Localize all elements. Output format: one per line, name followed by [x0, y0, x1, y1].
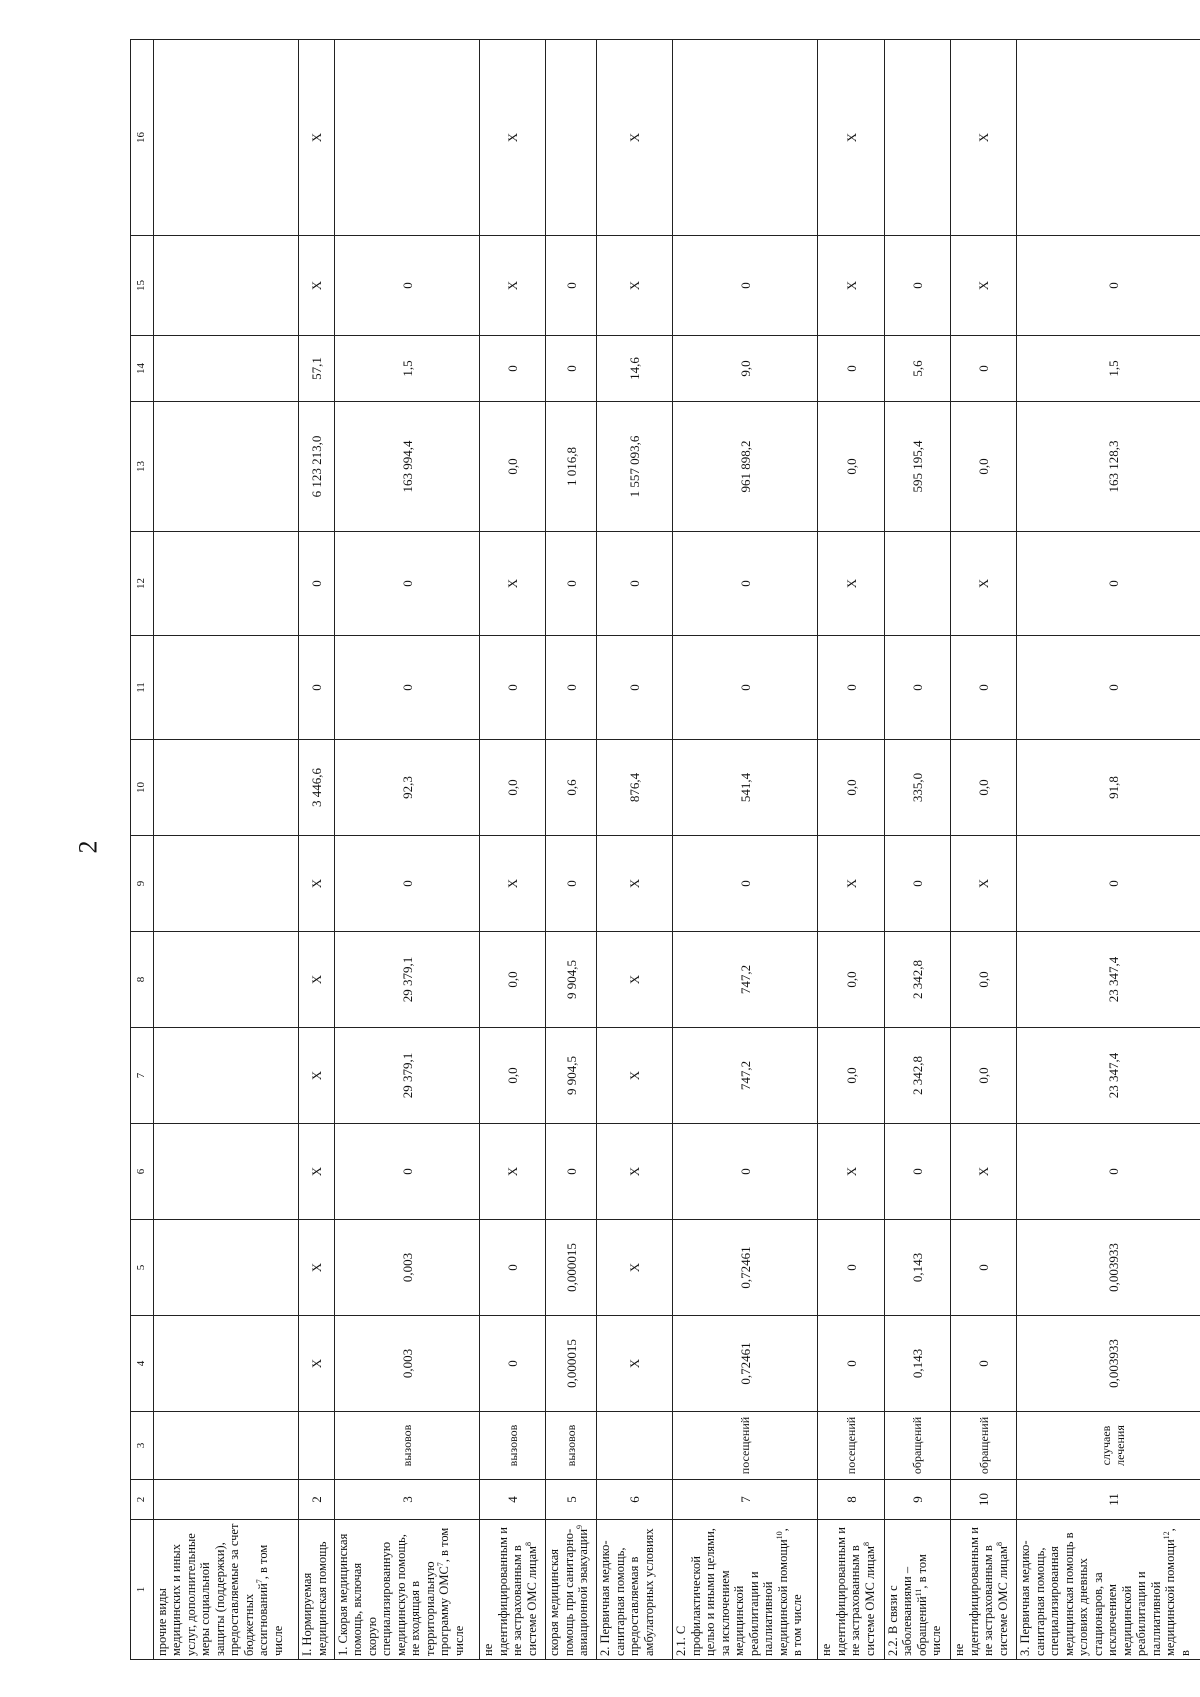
value-cell: X [951, 236, 1017, 336]
row-name [546, 1520, 597, 1660]
value-cell: X [299, 40, 335, 236]
value-cell: 1 016,8 [546, 402, 597, 532]
footnote-ref: 9 [575, 1524, 585, 1529]
value-cell: 3 446,6 [299, 740, 335, 836]
row-number: 10 [951, 1480, 1017, 1520]
value-cell: X [299, 932, 335, 1028]
value-cell: 9 904,5 [546, 932, 597, 1028]
column-number: 9 [131, 836, 154, 932]
row-name-tail: , в том числе [914, 1554, 944, 1656]
row-number: 7 [673, 1480, 818, 1520]
value-cell: 0,0 [951, 402, 1017, 532]
value-cell: 0 [334, 236, 479, 336]
column-number: 6 [131, 1124, 154, 1220]
value-cell: 0,003933 [1017, 1316, 1200, 1412]
value-cell [153, 532, 298, 636]
table-row [1017, 40, 1200, 1660]
unit-cell: вызовов [480, 1412, 546, 1480]
row-name-text: 2.1. С профилактической целью и иными целями, за исключением медицинской реабилитации и паллиативной медицинской помощи [674, 1528, 790, 1656]
value-cell: 0,0 [818, 1028, 884, 1124]
row-name-text: 1. Скорая медицинская помощь, включая скорую специализированную медицинскую помощь, не входящая в территориальную программу ОМС [335, 1533, 452, 1656]
column-number: 7 [131, 1028, 154, 1124]
column-number: 4 [131, 1316, 154, 1412]
value-cell: 0 [334, 836, 479, 932]
value-cell: 92,3 [334, 740, 479, 836]
value-cell [153, 40, 298, 236]
column-number: 11 [131, 636, 154, 740]
unit-cell: обращений [951, 1412, 1017, 1480]
value-cell: 2 342,8 [884, 932, 950, 1028]
value-cell: 595 195,4 [884, 402, 950, 532]
value-cell: 0 [951, 1316, 1017, 1412]
value-cell: 23 347,4 [1017, 932, 1200, 1028]
value-cell [1017, 40, 1200, 236]
column-number: 12 [131, 532, 154, 636]
value-cell: X [597, 236, 673, 336]
value-cell: 0,0 [951, 740, 1017, 836]
value-cell: 0,0 [818, 932, 884, 1028]
value-cell: 0 [597, 532, 673, 636]
value-cell: 163 994,4 [334, 402, 479, 532]
value-cell: 0,0 [951, 932, 1017, 1028]
value-cell: 0,6 [546, 740, 597, 836]
row-number: 4 [480, 1480, 546, 1520]
value-cell [153, 236, 298, 336]
unit-cell [299, 1412, 335, 1480]
value-cell: X [480, 836, 546, 932]
value-cell: 23 347,4 [1017, 1028, 1200, 1124]
rotated-table-wrapper [130, 40, 1200, 1660]
value-cell: 0 [299, 636, 335, 740]
footnote-ref: 8 [523, 1541, 533, 1546]
value-cell: 0,0 [818, 402, 884, 532]
row-name-text: не идентифицированным и не застрахованным в системе ОМС лицам [481, 1527, 539, 1656]
value-cell: 0,0 [480, 1028, 546, 1124]
value-cell: 0 [884, 836, 950, 932]
table-row [334, 40, 479, 1660]
value-cell [153, 1316, 298, 1412]
value-cell: 0 [546, 336, 597, 402]
value-cell: 0 [1017, 532, 1200, 636]
value-cell [334, 40, 479, 236]
footnote-ref: 12 [1162, 1531, 1172, 1540]
value-cell: 0 [673, 236, 818, 336]
value-cell: X [818, 40, 884, 236]
column-number: 15 [131, 236, 154, 336]
value-cell: 14,6 [597, 336, 673, 402]
table-row [673, 40, 818, 1660]
value-cell [884, 532, 950, 636]
table-row [597, 40, 673, 1660]
value-cell [673, 40, 818, 236]
value-cell: 961 898,2 [673, 402, 818, 532]
value-cell: 0 [673, 1124, 818, 1220]
value-cell: 0,003 [334, 1220, 479, 1316]
value-cell: X [597, 1124, 673, 1220]
value-cell: 0,0 [818, 740, 884, 836]
row-name-text: 2. Первичная медико-санитарная помощь, предоставляемая в амбулаторных условиях [598, 1528, 656, 1656]
row-number: 11 [1017, 1480, 1200, 1520]
value-cell: 0 [299, 532, 335, 636]
unit-cell: вызовов [334, 1412, 479, 1480]
value-cell: 0,000015 [546, 1316, 597, 1412]
table-row [818, 40, 884, 1660]
financing-table [130, 39, 1200, 1660]
value-cell: X [480, 40, 546, 236]
value-cell [884, 40, 950, 236]
value-cell: 0 [546, 532, 597, 636]
value-cell: 0 [334, 532, 479, 636]
row-name-text: прочие виды медицинских и иных услуг, дополнительные меры социальной защиты (поддержки), предоставляемые за счет бюджетных ассигнований [154, 1523, 271, 1656]
value-cell: X [818, 1124, 884, 1220]
table-row [546, 40, 597, 1660]
value-cell: 0 [673, 532, 818, 636]
value-cell: 0 [884, 1124, 950, 1220]
value-cell [153, 402, 298, 532]
value-cell: X [480, 236, 546, 336]
value-cell: 0 [951, 336, 1017, 402]
column-number: 14 [131, 336, 154, 402]
value-cell: 0 [1017, 1124, 1200, 1220]
value-cell: X [597, 836, 673, 932]
value-cell: 0,0 [480, 740, 546, 836]
value-cell: 0 [334, 1124, 479, 1220]
column-number: 13 [131, 402, 154, 532]
table-row [951, 40, 1017, 1660]
value-cell: 0 [818, 1220, 884, 1316]
value-cell: X [597, 1220, 673, 1316]
table-row [299, 40, 335, 1660]
row-number: 5 [546, 1480, 597, 1520]
row-name [884, 1520, 950, 1660]
value-cell: 0 [818, 636, 884, 740]
value-cell: 0 [951, 1220, 1017, 1316]
value-cell: 9,0 [673, 336, 818, 402]
value-cell: 0 [546, 636, 597, 740]
value-cell: 0 [597, 636, 673, 740]
value-cell: X [818, 836, 884, 932]
value-cell: X [597, 40, 673, 236]
value-cell: 0,0 [480, 402, 546, 532]
row-name [673, 1520, 818, 1660]
column-number: 10 [131, 740, 154, 836]
value-cell: 0 [480, 1316, 546, 1412]
value-cell: 1,5 [1017, 336, 1200, 402]
value-cell: X [951, 836, 1017, 932]
value-cell: 876,4 [597, 740, 673, 836]
row-name-tail: , в том числе [775, 1528, 805, 1656]
value-cell [153, 1220, 298, 1316]
row-name [597, 1520, 673, 1660]
row-name-text: 2.2. В связи с заболеваниями – обращений [885, 1566, 929, 1656]
value-cell [153, 636, 298, 740]
value-cell: X [299, 1028, 335, 1124]
column-number: 1 [131, 1520, 154, 1660]
value-cell: 1 557 093,6 [597, 402, 673, 532]
value-cell [153, 1028, 298, 1124]
row-name-tail: , в том числе [437, 1527, 466, 1656]
value-cell: 0 [1017, 836, 1200, 932]
row-name [480, 1520, 546, 1660]
value-cell: X [299, 1220, 335, 1316]
value-cell: 0,143 [884, 1316, 950, 1412]
row-name [153, 1520, 298, 1660]
footnote-ref: 8 [861, 1541, 871, 1546]
column-number: 3 [131, 1412, 154, 1480]
value-cell: X [597, 1316, 673, 1412]
footnote-ref: 7 [436, 1562, 446, 1567]
value-cell: 29 379,1 [334, 932, 479, 1028]
table-row [153, 40, 298, 1660]
value-cell: X [480, 532, 546, 636]
row-name-text: I. Нормируемая медицинская помощь [300, 1541, 329, 1656]
value-cell: 0 [1017, 236, 1200, 336]
value-cell: 91,8 [1017, 740, 1200, 836]
row-name-text: скорая медицинская помощь при санитарно-авиационной эвакуации [547, 1528, 591, 1656]
row-number: 3 [334, 1480, 479, 1520]
value-cell: 0 [480, 1220, 546, 1316]
column-number: 16 [131, 40, 154, 236]
value-cell: X [951, 532, 1017, 636]
value-cell: 0 [546, 836, 597, 932]
column-number: 8 [131, 932, 154, 1028]
value-cell: 2 342,8 [884, 1028, 950, 1124]
unit-cell: обращений [884, 1412, 950, 1480]
value-cell: 5,6 [884, 336, 950, 402]
value-cell: 0,0 [480, 932, 546, 1028]
value-cell: X [299, 1124, 335, 1220]
column-number-row [131, 40, 154, 1660]
value-cell [153, 1124, 298, 1220]
value-cell: 747,2 [673, 1028, 818, 1124]
value-cell: 29 379,1 [334, 1028, 479, 1124]
value-cell: X [951, 40, 1017, 236]
footnote-ref: 10 [774, 1531, 784, 1540]
value-cell: X [299, 236, 335, 336]
unit-cell [597, 1412, 673, 1480]
row-name [1017, 1520, 1200, 1660]
value-cell [153, 932, 298, 1028]
row-number: 8 [818, 1480, 884, 1520]
unit-cell: посещений [673, 1412, 818, 1480]
value-cell: X [480, 1124, 546, 1220]
value-cell: X [951, 1124, 1017, 1220]
value-cell: 0 [480, 636, 546, 740]
value-cell: 1,5 [334, 336, 479, 402]
page-number: 2 [73, 840, 103, 854]
value-cell [153, 740, 298, 836]
column-number: 2 [131, 1480, 154, 1520]
value-cell [153, 836, 298, 932]
row-number [153, 1480, 298, 1520]
value-cell: 0 [546, 1124, 597, 1220]
value-cell: 0,003 [334, 1316, 479, 1412]
value-cell: 0 [1017, 636, 1200, 740]
value-cell: 9 904,5 [546, 1028, 597, 1124]
value-cell: 6 123 213,0 [299, 402, 335, 532]
value-cell: 0,72461 [673, 1316, 818, 1412]
value-cell: 541,4 [673, 740, 818, 836]
value-cell: X [818, 532, 884, 636]
value-cell: X [597, 1028, 673, 1124]
value-cell: 0,143 [884, 1220, 950, 1316]
row-name-tail: , в том числе [256, 1544, 285, 1656]
value-cell: 0 [884, 636, 950, 740]
column-number: 5 [131, 1220, 154, 1316]
value-cell: X [299, 836, 335, 932]
row-name-text: не идентифицированным и не застрахованным в системе ОМС лицам [819, 1527, 877, 1656]
unit-cell: случаев лечения [1017, 1412, 1200, 1480]
value-cell: 0 [884, 236, 950, 336]
row-name [951, 1520, 1017, 1660]
table-row [480, 40, 546, 1660]
value-cell: 0,72461 [673, 1220, 818, 1316]
value-cell: 0 [818, 336, 884, 402]
value-cell: 0,000015 [546, 1220, 597, 1316]
value-cell: 0 [480, 336, 546, 402]
value-cell: X [299, 1316, 335, 1412]
footnote-ref: 8 [994, 1541, 1004, 1546]
value-cell: 0 [673, 636, 818, 740]
row-name [818, 1520, 884, 1660]
unit-cell: вызовов [546, 1412, 597, 1480]
value-cell: 0 [546, 236, 597, 336]
row-name-text: не идентифицированным и не застрахованным в системе ОМС лицам [952, 1527, 1010, 1656]
value-cell [546, 40, 597, 236]
value-cell: 0,0 [951, 1028, 1017, 1124]
value-cell: 335,0 [884, 740, 950, 836]
row-name-text: 3. Первичная медико-санитарная помощь, специализированная медицинская помощь в условиях дневных стационаров, за исключением медицинской реабилитации и паллиативной медицинской помощи [1018, 1532, 1178, 1656]
value-cell: 0 [818, 1316, 884, 1412]
row-number: 6 [597, 1480, 673, 1520]
value-cell: X [597, 932, 673, 1028]
row-name-tail: , в [1163, 1528, 1192, 1656]
footnote-ref: 7 [255, 1579, 265, 1584]
value-cell: 0,003933 [1017, 1220, 1200, 1316]
table-row [884, 40, 950, 1660]
row-name [299, 1520, 335, 1660]
value-cell: 0 [673, 836, 818, 932]
value-cell: X [818, 236, 884, 336]
value-cell: 747,2 [673, 932, 818, 1028]
value-cell: 57,1 [299, 336, 335, 402]
value-cell: 0 [334, 636, 479, 740]
unit-cell: посещений [818, 1412, 884, 1480]
footnote-ref: 11 [913, 1588, 923, 1597]
value-cell: 0 [951, 636, 1017, 740]
value-cell: 163 128,3 [1017, 402, 1200, 532]
row-number: 2 [299, 1480, 335, 1520]
row-number: 9 [884, 1480, 950, 1520]
unit-cell [153, 1412, 298, 1480]
value-cell [153, 336, 298, 402]
row-name [334, 1520, 479, 1660]
